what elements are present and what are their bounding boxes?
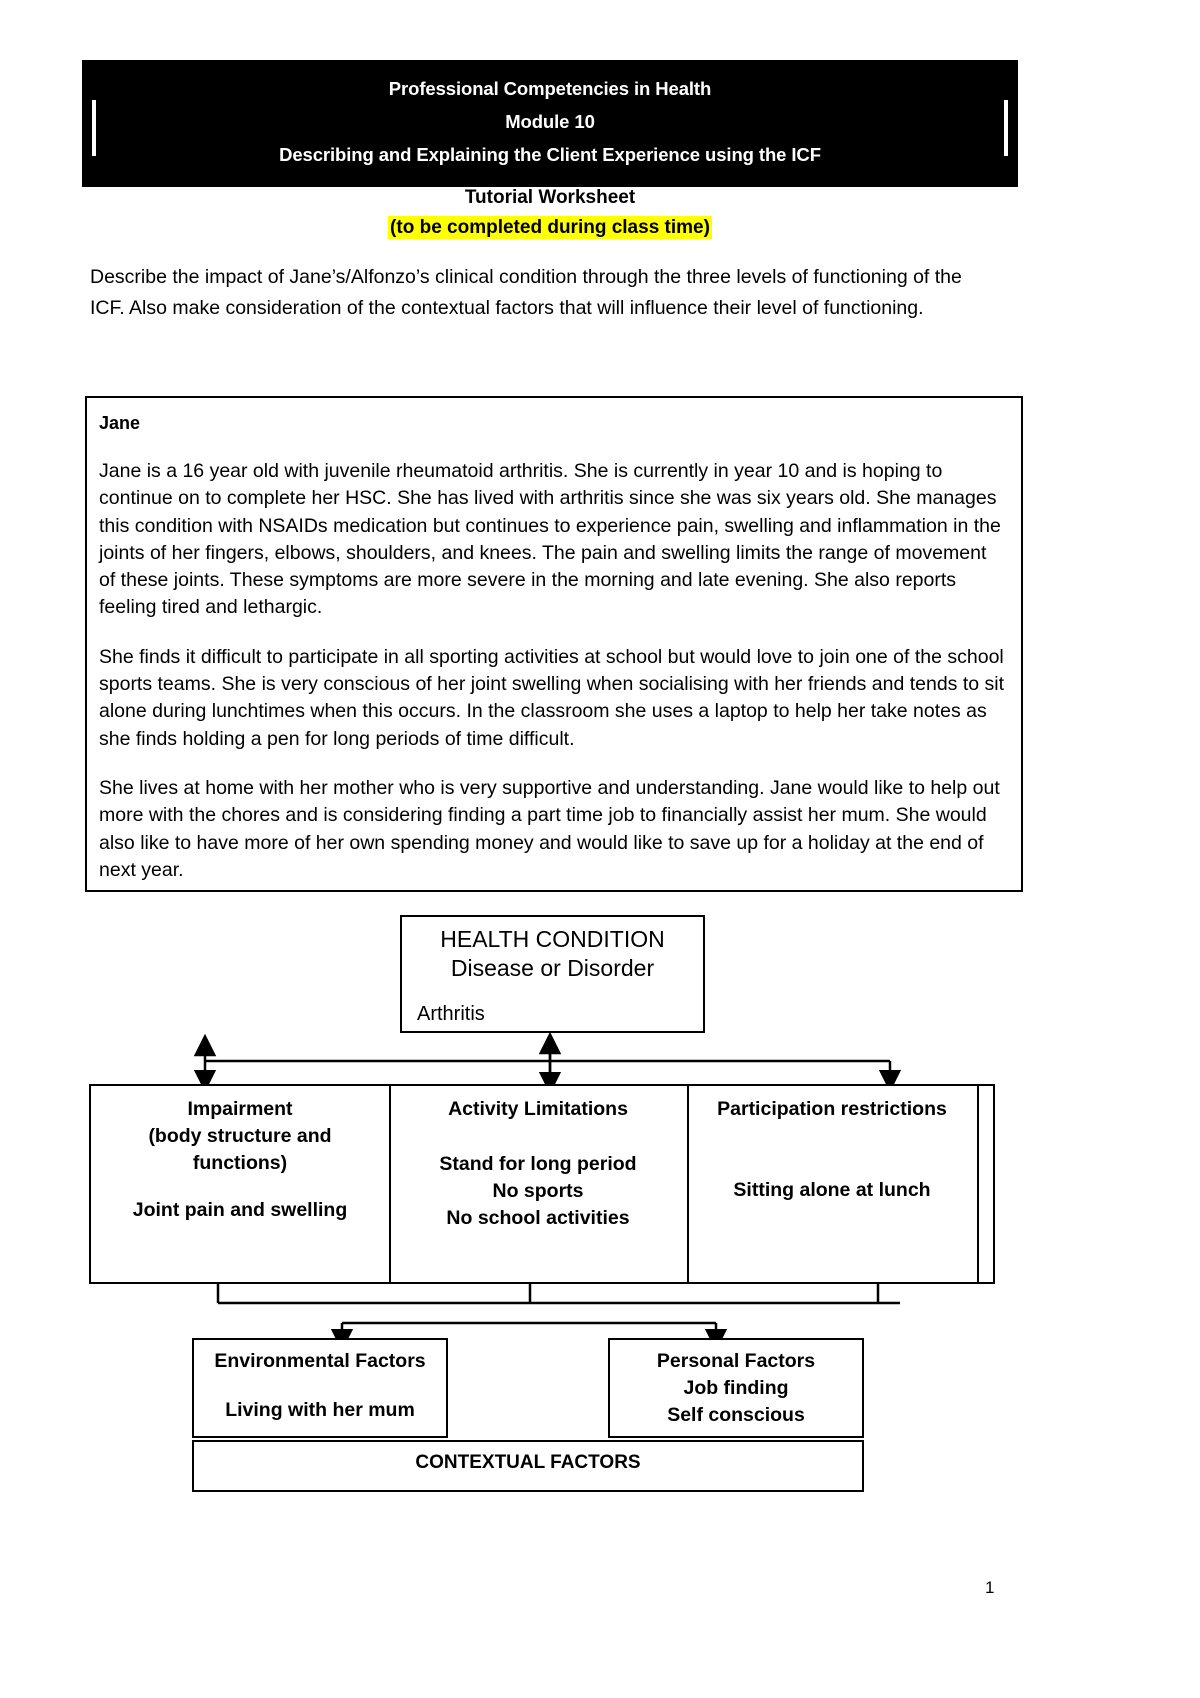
course-title: Professional Competencies in Health (388, 78, 712, 99)
worksheet-subtitle (82, 183, 1018, 243)
activity-value-3: No school activities (446, 1207, 630, 1229)
icf-diagram (0, 895, 1200, 1595)
health-condition-title (402, 917, 703, 983)
impairment-value: Joint pain and swelling (132, 1199, 348, 1221)
worksheet-label: Tutorial Worksheet (464, 187, 636, 208)
functioning-row (89, 1084, 995, 1284)
personal-factors-box (608, 1338, 864, 1438)
impairment-heading-line1: Impairment (187, 1098, 293, 1120)
activity-heading: Activity Limitations (448, 1098, 628, 1120)
participation-column (687, 1086, 977, 1282)
module-number: Module 10 (505, 111, 595, 132)
environmental-factors-box (192, 1338, 448, 1438)
contextual-factors-box (192, 1440, 864, 1492)
worksheet-note-highlight: (to be completed during class time) (390, 217, 710, 238)
case-study-title: Jane (99, 413, 141, 433)
banner-text (82, 72, 1018, 171)
activity-column (389, 1086, 687, 1282)
case-study-box (85, 396, 1023, 892)
case-paragraph-2: She finds it difficult to participate in all sporting activities at school but would love to join one of the school sports teams. She is very conscious of her joint swelling when socialising with her friends and tends to sit alone during lunchtimes when this occurs. In the classroom she uses a laptop to help her take notes as she finds holding a pen for long periods of time difficult. (99, 645, 1005, 750)
health-condition-title-line2: Disease or Disorder (450, 955, 655, 981)
activity-value-1: Stand for long period (439, 1153, 637, 1175)
participation-heading: Participation restrictions (717, 1098, 947, 1120)
case-paragraph-3: She lives at home with her mother who is very supportive and understanding. Jane would like to help out more with the chores and is considering finding a part time job to financially assist her mum. She would also like to have more of her own spending money and would like to save up for a holiday at the end of next year. (99, 776, 1000, 881)
impairment-heading (91, 1086, 389, 1177)
title-banner (82, 60, 1018, 187)
module-subject: Describing and Explaining the Client Experience using the ICF (279, 144, 821, 165)
worksheet-note (82, 213, 1018, 243)
health-condition-title-line1: HEALTH CONDITION (440, 926, 665, 952)
participation-value: Sitting alone at lunch (733, 1179, 931, 1201)
activity-value-2: No sports (492, 1180, 584, 1202)
environmental-factors-value: Living with her mum (225, 1399, 415, 1421)
impairment-heading-line3: functions) (192, 1152, 288, 1174)
contextual-factors-label: CONTEXTUAL FACTORS (415, 1452, 641, 1473)
personal-factors-value-2: Self conscious (667, 1404, 805, 1426)
case-paragraph-1: Jane is a 16 year old with juvenile rheumatoid arthritis. She is currently in year 10 and is hoping to continue on to complete her HSC. She has lived with arthritis since she was six years old. She manages this condition with NSAIDs medication but continues to experience pain, swelling and inflammation in the joints of her fingers, elbows, shoulders, and knees. The pain and swelling limits the range of movement of these joints. These symptoms are more severe in the morning and late evening. She also reports feeling tired and lethargic. (99, 460, 1001, 619)
impairment-column (91, 1086, 389, 1282)
health-condition-box (400, 915, 705, 1033)
spacer-column (977, 1086, 997, 1282)
page-number: 1 (985, 1578, 995, 1597)
personal-factors-value-1: Job finding (683, 1377, 789, 1399)
instruction-paragraph: Describe the impact of Jane’s/Alfonzo’s clinical condition through the three levels of functioning of the ICF. Also make consideration of the contextual factors that will influence their level of functioning. (90, 266, 962, 319)
health-condition-value: Arthritis (417, 1003, 485, 1025)
personal-factors-heading: Personal Factors (656, 1350, 816, 1372)
impairment-heading-line2: (body structure and (148, 1125, 332, 1147)
environmental-factors-heading: Environmental Factors (214, 1350, 426, 1372)
